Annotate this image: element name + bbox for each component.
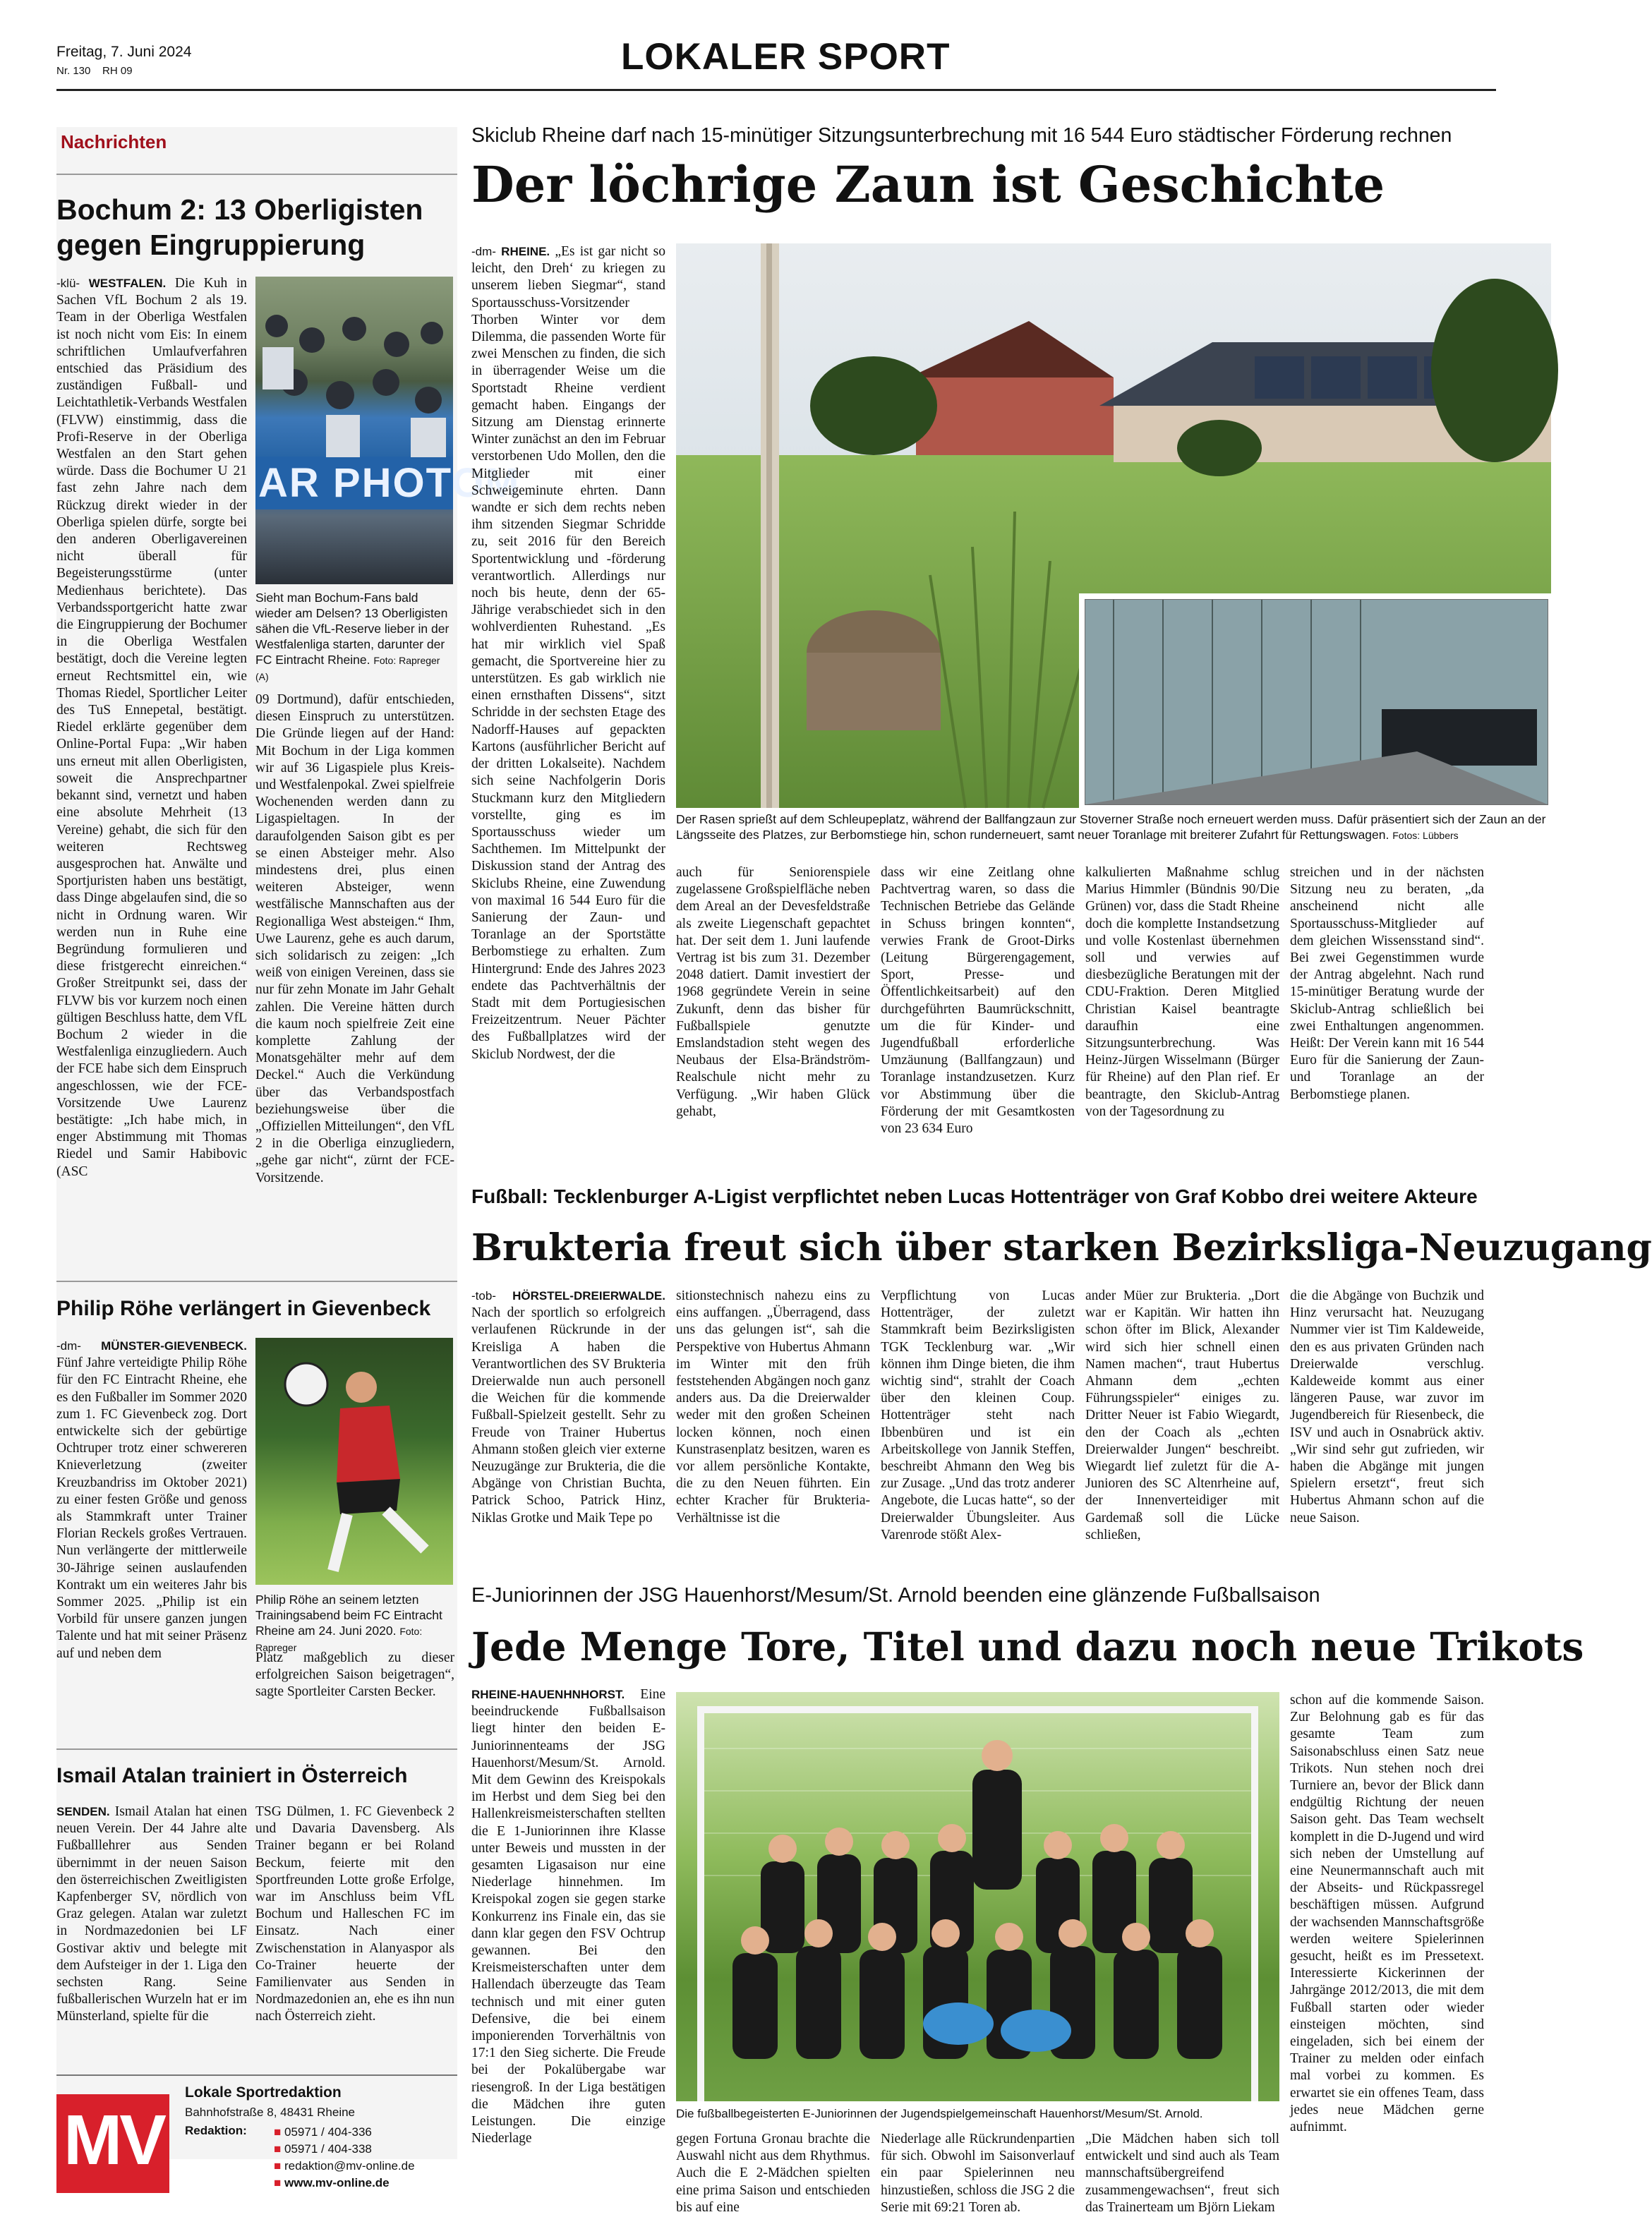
roehe-photo [255,1338,453,1585]
skiclub-photo [676,243,1551,808]
juniorinnen-caption: Die fußballbegeisterten E-Juniorinnen der Jugendspielgemeinschaft Hauenhorst/Mesum/St. Arnold. [676,2107,1203,2120]
contact-phone2[interactable] [274,2141,415,2158]
contact-web-text: www.mv-online.de [284,2176,390,2189]
brukteria-col2-text: sitionstechnisch nahezu eins zu eins auffangen. „Überragend, dass uns das gelungen ist“, sah die Perspektive von Hubertus Ahmann im Winter mit den früh feststehenden Abgängen noch ganz anders aus. Da die Dreierwalder weder mit den großen Scheinen locken können, noch einen Kunstrasenplatz besitzen, waren es vor allem persönliche Kontakte, die zu den Neuen führten. Ein echter Kracher für Brukteria-Verhältnisse ist die [676,1288,870,1526]
juniorinnen-col4-text: „Die Mädchen haben sich toll entwickelt und sind auch als Team mannschaftsübergreifend zusammengewachsen“, freut sich das Trainerteam um Björn Liekam [1085,2132,1279,2215]
issue-nr: Nr. 130 [56,65,91,77]
brukteria-kicker: Fußball: Tecklenburger A-Ligist verpflichtet neben Lucas Hottenträger von Graf Kobbo drei weitere Akteure [471,1185,1478,1207]
bochum-byline: -klü- [56,277,80,290]
skiclub-kicker: Skiclub Rheine darf nach 15-minütiger Sitzungsunterbrechung mit 16 544 Euro städtischer Förderung rechnen [471,124,1452,147]
brukteria-col3-text: Verpflichtung von Lucas Hottenträger, der zuletzt Stammkraft beim Bezirksligisten TGK Tecklenburg war. „Wir können ihm Dinge bieten, die ihm wichtig sind“, strahlt der Coach über den kleinen Coup. Hottenträger steht nach Ibbenbüren und ist ein Arbeitskollege von Jannik Steffen, beschreibt Ahmann den Weg bis zur Zusage. „Und das trotz anderer Angebote, die Lucas hatte“, so der Dreierwalder Übungsleiter. Aus Varenrode stößt Alex- [881,1288,1075,1542]
skiclub-col4-text: kalkulierten Maßnahme schlug Marius Himmler (Bündnis 90/Die Grünen) vor, dass die Stadt Rheine doch die komplette Instandsetzung und volle Kostenlast übernehmen soll und verwies auf diesbezügliche Beratungen mit der CDU-Fraktion. Deren Mitglied Christian Kaisel beantragte daraufhin eine Sitzungsunterbrechung. Was Heinz-Jürgen Wisselmann (Bürger für Rheine) auf den Plan rief. Er beantragte, den Skiclub-Antrag von der Tagesordnung zu [1085,865,1279,1119]
roehe-byline: -dm- [56,1339,81,1353]
contact-label: Redaktion: [185,2124,247,2137]
atalan-body-b: TSG Dülmen, 1. FC Gievenbeck 2 und Davaria Davensberg. Als Trainer begann er bei Roland Beckum, feierte mit den Sportfreunden Lotte große Erfolge, war im Anschluss beim VfL Bochum und Halleschen FC im Einsatz. Nach einer Zwischenstation in Alanyaspor als Co-Trainer heuerte der Familienvater aus Senden in Nordmazedonien an, ehe es ihn nun nach Österreich zieht. [255,1804,454,2024]
juniorinnen-photo [676,1692,1279,2101]
roehe-text-a [56,1338,247,1719]
contact-lines [274,2124,415,2192]
skiclub-col4 [1085,864,1279,1132]
atalan-rule [56,1748,457,1750]
roehe-body-a: Fünf Jahre verteidigte Philip Röhe für den FC Eintracht Rheine, ehe es den Fußballer im Sommer 2020 zum 1. FC Gievenbeck zog. Dort entwickelte sich der gebürtige Ochtruper trotz einer schwereren Knieverletzung (zweiter Kreuzbandriss im Oktober 2021) zu einer festen Größe und genoss als Stammkraft unter Trainer Florian Reckels großes Vertrauen. Nun verlängerte der mittlerweile 30-Jährige seinen auslaufenden Kontrakt um ein weiteres Jahr bis Sommer 2025. „Philip ist ein Vorbild für unsere ganzen jungen Talente und hat mit seiner Präsenz auf und neben dem [56,1355,247,1661]
roehe-body-b: Platz maßgeblich zu dieser erfolgreichen Saison beigetragen“, sagte Sportleiter Carsten Becker. [255,1650,454,1700]
brukteria-col4-text: ander Müer zur Brukteria. „Dort war er Kapitän. Wir hatten ihn schon öfter im Blick, Alexander wird sich hier schnell einen Namen machen“, traut Hubertus Ahmann dem „echten Führungsspieler“ einiges zu. Dritter Neuer ist Fabio Wiegardt, den der Coach als „echten Dreierwalder Jungen“ beschreibt. Wiegardt lief zuletzt für die A-Junioren des SC Altenrheine auf, der Innenverteidiger mit Gardemaß soll die Lücke schließen, [1085,1288,1279,1542]
issue-date: Freitag, 7. Juni 2024 [56,44,192,60]
mail-icon: ■ [274,2159,282,2173]
issue-number [56,65,133,77]
brukteria-col4 [1085,1288,1279,1563]
juniorinnen-headline: Jede Menge Tore, Titel und dazu noch neue Trikots [471,1624,1584,1669]
atalan-body-a: Ismail Atalan hat einen neuen Verein. Der 44 Jahre alte Fußballlehrer aus Senden übernimmt in der neuen Saison den österreichischen Zweitligisten Kapfenberger SV, nördlich von Graz gelegen. Atalan war zuletzt in Nordmazedonien bei LF Gostivar aktiv und belegte mit dem Aufsteiger in der 1. Liga den sechsten Rang. Seine fußballerischen Wurzeln hat er im Münsterland, spielte für die [56,1804,247,2024]
roehe-rule [56,1281,457,1282]
skiclub-caption-text: Der Rasen sprießt auf dem Schleupeplatz, während der Ballfangzaun zur Stoverner Straße noch erneuert werden muss. Dafür präsentiert sich der Zaun an der Längsseite des Platzes, zur Berbomstiege hin, schon runderneuert, samt neuer Toranlage mit breiterer Zufahrt für Rettungswagen. [676,812,1546,842]
brukteria-col3 [881,1288,1075,1563]
contact-web[interactable] [274,2175,415,2192]
skiclub-caption-credit: Fotos: Lübbers [1392,830,1459,841]
juniorinnen-col2 [676,2131,870,2215]
bochum-caption [255,590,454,684]
brukteria-col1-text: Nach der sportlich so erfolgreich verlaufenen Rückrunde in der Kreisliga A haben die Verantwortlichen des SV Brukteria Dreierwalde nun auch personell die Weichen für die kommende Fußball-Spielzeit gestellt. Sehr zu Freude von Trainer Hubertus Ahmann stoßen gleich vier externe Neuzugänge zur Brukteria, die die Abgänge von Christian Buchta, Patrick Schoo, Patrick Hinz, Niklas Grotke und Maik Tepe po [471,1305,665,1526]
brukteria-byline: -tob- [471,1289,496,1303]
bochum-photo-art [255,277,521,584]
roehe-location: MÜNSTER-GIEVENBECK. [101,1339,247,1353]
mv-logo-text: MV [64,2101,164,2180]
juniorinnen-col4 [1085,2131,1279,2215]
contact-rule [56,2074,457,2076]
contact-phone1[interactable] [274,2124,415,2141]
skiclub-col1-text: „Es ist gar nicht so leicht, den Dreh‘ zu kriegen zu unserem lieben Siegmar“, stand Sportausschuss-Vorsitzender Thorben Winter vor dem Dilemma, die passenden Worte für zwei Menschen zu finden, die sich in überragender Weise um die Sportstadt Rheine verdient gemacht haben. Eingangs der Sitzung am Dienstag erinnerte Winter zunächst an den im Februar verstorbenen Udo Mollen, den die Mitglieder mit einer Schweigeminute ehrten. Dann wandte er sich dem rechts neben ihm sitzenden Siegmar Schridde zu, seit 2016 für den Bereich Sportentwicklung und -förderung verantwortlich. Allerdings nur noch bis heute, denn der 65-Jährige verabschiedet sich in den wohlverdienten Ruhestand. „Es hat mir wirklich viel Spaß gemacht, die Sportvereine hier zu unterstützen. Es gab wirklich nie einen ernsthaften Dissens“, sitzt Schridde in der sechsten Etage des Nadorff-Hauses auf gepackten Kartons (ausführlicher Bericht auf der dritten Lokalseite). Nachdem sich seine Nachfolgerin Doris Stuckmann kurz den Mitgliedern vorstellte, ging es im Sportausschuss wieder um Sachthemen. Im Mittelpunkt der Diskussion stand der Antrag des Skiclubs Rheine, eine Zuwendung von maximal 16 544 Euro für die Sanierung der Zaun- und Toranlage an der Sportstätte Berbomstiege zu erhalten. Zum Hintergrund: Ende des Jahres 2023 endete das Pachtverhältnis der Stadt mit dem Portugiesischen Freizeitzentrum. Neuer Pächter des Fußballplatzes wird der Skiclub Nordwest, der die [471,244,666,1062]
roehe-headline: Philip Röhe verlängert in Gievenbeck [56,1297,431,1320]
juniorinnen-col5-text: schon auf die kommende Saison. Zur Belohnung gab es für das gesamte Team zum Saisonabschluss einen Satz neue Trikots. Nun stehen noch drei Turniere an, bevor der Blick dann endgültig Richtung der neuen Saison geht. Das Team wechselt komplett in die D-Jugend und wird sich neben der Umstellung auf eine Neunermannschaft auch mit der Abseits- und Rückpassregel beschäftigen müssen. Aufgrund der wachsenden Mannschaftsgröße werden weitere Spielerinnen gesucht, heißt es im Pressetext. Interessierte Kickerinnen der Jahrgänge 2012/2013, die mit dem Fußball starten oder wieder einsteigen möchten, sind eingeladen, sich bei einem der Trainer zu melden oder einfach mal vorbei zu kommen. Es erwartet sie ein offenes Team, dass jedes neue Mädchen gerne aufnimmt. [1290,1693,1484,2135]
roehe-caption-credit: Foto: Rapreger [255,1626,423,1653]
sidebar-label: Nachrichten [61,131,167,152]
bochum-location: WESTFALEN. [88,277,167,290]
brukteria-col5-text: die die Abgänge von Buchzik und Hinz verursacht hat. Neuzugang Nummer vier ist Tim Kaldeweide, den es aus privaten Gründen nach Dreierwalde verschlug. Kaldeweide kommt aus einer längeren Pause, war zuvor im Jugendbereich für Riesenbeck, die ISV und auch in Osnabrück aktiv. „Wir sind sehr gut zufrieden, wir haben die Abgänge mit jungen Spielern ersetzt“, freut sich Hubertus Ahmann schon auf die neue Saison. [1290,1288,1484,1526]
brukteria-location: HÖRSTEL-DREIERWALDE. [512,1289,665,1303]
bochum-photo [255,277,521,584]
fax-icon: ■ [274,2142,282,2156]
juniorinnen-col5 [1290,1692,1484,2201]
web-icon: ■ [274,2176,282,2189]
roehe-photo-art [255,1338,453,1585]
skiclub-col3-text: dass wir eine Zeitlang ohne Pachtvertrag waren, so dass die Technischen Betriebe das Gelände in Schuss bringen konnten“, verwies Frank de Groot-Dirks (Leitung Bürgerengagement, Sport, Presse- und Öffentlichkeitsarbeit) auf den durchgeführten Baumrückschnitt, um die für Kinder- und Jugendfußball erforderliche Umzäunung (Ballfangzaun) und Toranlage instandzusetzen. Kurz vor Abstimmung über die Förderung der mit Gesamtkosten von 23 634 Euro [881,865,1075,1137]
phone-icon: ■ [274,2125,282,2139]
juniorinnen-col1-text: Eine beeindruckende Fußballsaison liegt hinter den beiden E-Juniorinnenteams der JSG Hauenhorst/Mesum/St. Arnold. Mit dem Gewinn des Kreispokals im Herbst und dem Sieg bei den Hallenkreismeisterschaften stellten die E 1-Juniorinnen ihre Klasse unter Beweis und mussten in der gesamten Ligasaison nur eine Niederlage hinnehmen. Im Kreispokal zogen sie gegen starke Konkurrenz ins Finale ein, das sie dann klar gegen den FSV Ochtrup gewannen. Bei den Kreismeisterschaften unter dem Hallendach überzeugte das Team technisch und mit einer guten Defensive, die bei einem imponierenden Torverhältnis von 17:1 den Sieg sicherte. Die Freude bei der Pokalübergabe war riesengroß. In der Liga bestätigen die Mädchen ihre guten Leistungen. Die einzige Niederlage [471,1687,665,2146]
edition-code: RH 09 [102,65,133,77]
roehe-caption-text: Philip Röhe an seinem letzten Trainingsabend beim FC Eintracht Rheine am 24. Juni 2020. [255,1593,442,1638]
brukteria-col5 [1290,1288,1484,1563]
brukteria-col2 [676,1288,870,1563]
skiclub-photo-art [676,243,1551,808]
atalan-text-b [255,1804,454,2047]
section-title: LOKALER SPORT [621,36,951,78]
skiclub-col5-text: streichen und in der nächsten Sitzung neu zu beraten, „da anscheinend nicht alle Sportausschuss-Mitglieder auf dem gleichen Wissensstand sind“. Bei zwei Gegenstimmen wurde der Antrag abgelehnt. Nach rund 15-minütiger Beratung wurde der Skiclub-Antrag schließlich bei zwei Enthaltungen angenommen. Heißt: Der Verein kann mit 16 544 Euro für die Sanierung der Zaun- und Toranlage an der Berbomstiege planen. [1290,865,1484,1102]
skiclub-location: RHEINE. [501,245,550,258]
contact-phone1-text: 05971 / 404-336 [284,2125,372,2139]
skiclub-headline: Der löchrige Zaun ist Geschichte [471,155,1385,214]
roehe-text-b [255,1650,454,1719]
bochum-headline: Bochum 2: 13 Oberligisten gegen Eingruppierung [56,193,423,261]
bochum-caption-credit: Foto: Rapreger (A) [255,655,440,682]
skiclub-col2 [676,864,870,1132]
juniorinnen-col2-text: gegen Fortuna Gronau brachte die Auswahl nicht aus dem Rhythmus. Auch die E 2-Mädchen spielten eine prima Saison und entschieden bis auf eine [676,2132,870,2215]
contact-title: Lokale Sportredaktion [185,2084,342,2101]
atalan-location: SENDEN. [56,1805,110,1818]
sidebar-label-rule [56,174,457,175]
bochum-caption-text: Sieht man Bochum-Fans bald wieder am Delsen? 13 Oberligisten sähen die VfL-Reserve lieber in der Westfalenliga starten, darunter der FC Eintracht Rheine. [255,591,450,667]
juniorinnen-photo-art [676,1692,1279,2101]
mv-logo [56,2094,169,2193]
skiclub-byline: -dm- [471,245,496,258]
contact-address: Bahnhofstraße 8, 48431 Rheine [185,2106,356,2119]
skiclub-col1 [471,243,665,1132]
atalan-headline: Ismail Atalan trainiert in Österreich [56,1764,408,1787]
skiclub-col5 [1290,864,1484,1132]
juniorinnen-kicker: E-Juniorinnen der JSG Hauenhorst/Mesum/St. Arnold beenden eine glänzende Fußballsaison [471,1584,1320,1607]
contact-email[interactable] [274,2158,415,2175]
bochum-text-b [255,691,454,1224]
masthead-rule [56,89,1496,91]
juniorinnen-col1 [471,1686,665,2187]
skiclub-col3 [881,864,1075,1137]
bochum-text-a [56,275,247,1224]
juniorinnen-col3 [881,2131,1075,2215]
svg-text:AR PHOTOM: AR PHOTOM [258,460,521,506]
bochum-body-b: 09 Dortmund), dafür entschieden, diesen Einspruch zu unterstützen. Die Gründe liegen auf der Hand: Mit Bochum in der Liga kommen wir auf 36 Ligaspiele plus Kreis- und Westfalenpokal. Zwei spielfreie Wochenenden werden dann zu Ligaspieltagen. In der daraufolgenden Saison gibt es per se einen Absteiger mehr. Also mindestens drei, plus einen weiteren Absteiger, wenn westfälische Mannschaften aus der Regionalliga West absteigen.“ Ihm, Uwe Laurenz, gehe es auch darum, sich solidarisch zu zeigen: „Ich weiß von einigen Vereinen, dass sie nur für zehn Monate im Jahr Gehalt zahlen. Die Vereine hätten durch die kaum noch spielfreie Zeit eine komplette Zahlung der Monatsgehälter mehr auf dem Deckel.“ Auch die Verkündung über das Verbandspostfach beziehungsweise über die „Offiziellen Mitteilungen“, den VfL 2 in die Oberliga einzugliedern, „gehe gar nicht“, zürnt der FCE-Vorsitzende. [255,692,454,1185]
skiclub-col2-text: auch für Seniorenspiele zugelassene Großspielfläche neben dem Areal an der Devesfeldstraße als zweite Liegenschaft gepachtet hat. Der seit dem 1. Juni laufende Vertrag ist bis zum 31. Dezember 2048 datiert. Damit investiert der 1968 gegründete Verein in seine Zukunft, denn das bisher für Fußballspiele genutzte Emslandstadion steht wegen des Neubaus der Elsa-Brändström-Realschule nicht mehr zu Verfügung. „Wir haben Glück gehabt, [676,865,870,1119]
atalan-text-a [56,1804,247,2047]
juniorinnen-location: RHEINE-HAUENHNHORST. [471,1688,625,1701]
contact-phone2-text: 05971 / 404-338 [284,2142,372,2156]
juniorinnen-col3-text: Niederlage alle Rückrundenpartien für sich. Obwohl im Saisonverlauf ein paar Spielerinnen neu hinzustießen, schloss die JSG 2 die Serie mit 69:21 Toren ab. [881,2132,1075,2215]
skiclub-caption [676,811,1551,843]
brukteria-headline: Brukteria freut sich über starken Bezirksliga-Neuzugang [471,1226,1652,1269]
contact-email-text: redaktion@mv-online.de [284,2159,415,2173]
roehe-caption [255,1592,454,1655]
bochum-body-a: Die Kuh in Sachen VfL Bochum 2 als 19. Team in der Oberliga Westfalen ist noch nicht vom Eis: In einem schriftlichen Umlaufverfahren entschied das Präsidium des zuständigen Fußball- und Leichtathletik-Verbands Westfalen (FLVW) einstimmig, dass die Profi-Reserve in der Oberliga Westfalen an den Start gehen würde. Dass die Bochumer U 21 fast zehn Jahre nach dem Rückzug direkt wieder in der Oberliga spielen dürfe, sorgte bei den anderen Oberligavereinen nicht überall für Begeisterungsstürme (unter Medienhaus berichtete). Das Verbandssportgericht hatte zwar die Eingruppierung der Bochumer in die Oberliga Westfalen bestätigt, doch die Vereine legten erneut Rechtsmittel ein, wie Thomas Riedel, Sportlicher Leiter des TuS Ennepetal, bestätigt. Riedel erklärte gegenüber dem Online-Portal Fupa: „Wir haben uns erneut mit allen Oberligisten, soweit die Ansprechpartner bekannt sind, vernetzt und haben eine absolute Mehrheit (13 Vereine) gehabt, die sich für den weiteren Rechtsweg ausgesprochen hat. Anwälte und Sportjuristen haben uns bestätigt, dass Dinge abgelaufen sind, die so nicht in Ordnung waren. Wir werden nun in Ruhe eine Begründung formulieren und diese fristgerecht einreichen.“ Großer Streitpunkt sei, dass der FLVW bis vor kurzem noch einen gültigen Beschluss hatte, dem VfL Bochum 2 wieder in die Westfalenliga einzugliedern. Auch der FCE habe sich dem Einspruch angeschlossen, wie der FCE-Vorsitzende Uwe Laurenz bestätigte: „Ich habe mich, in enger Abstimmung mit Thomas Riedel und Samir Habibovic (ASC [56,276,248,1179]
brukteria-col1 [471,1288,665,1563]
